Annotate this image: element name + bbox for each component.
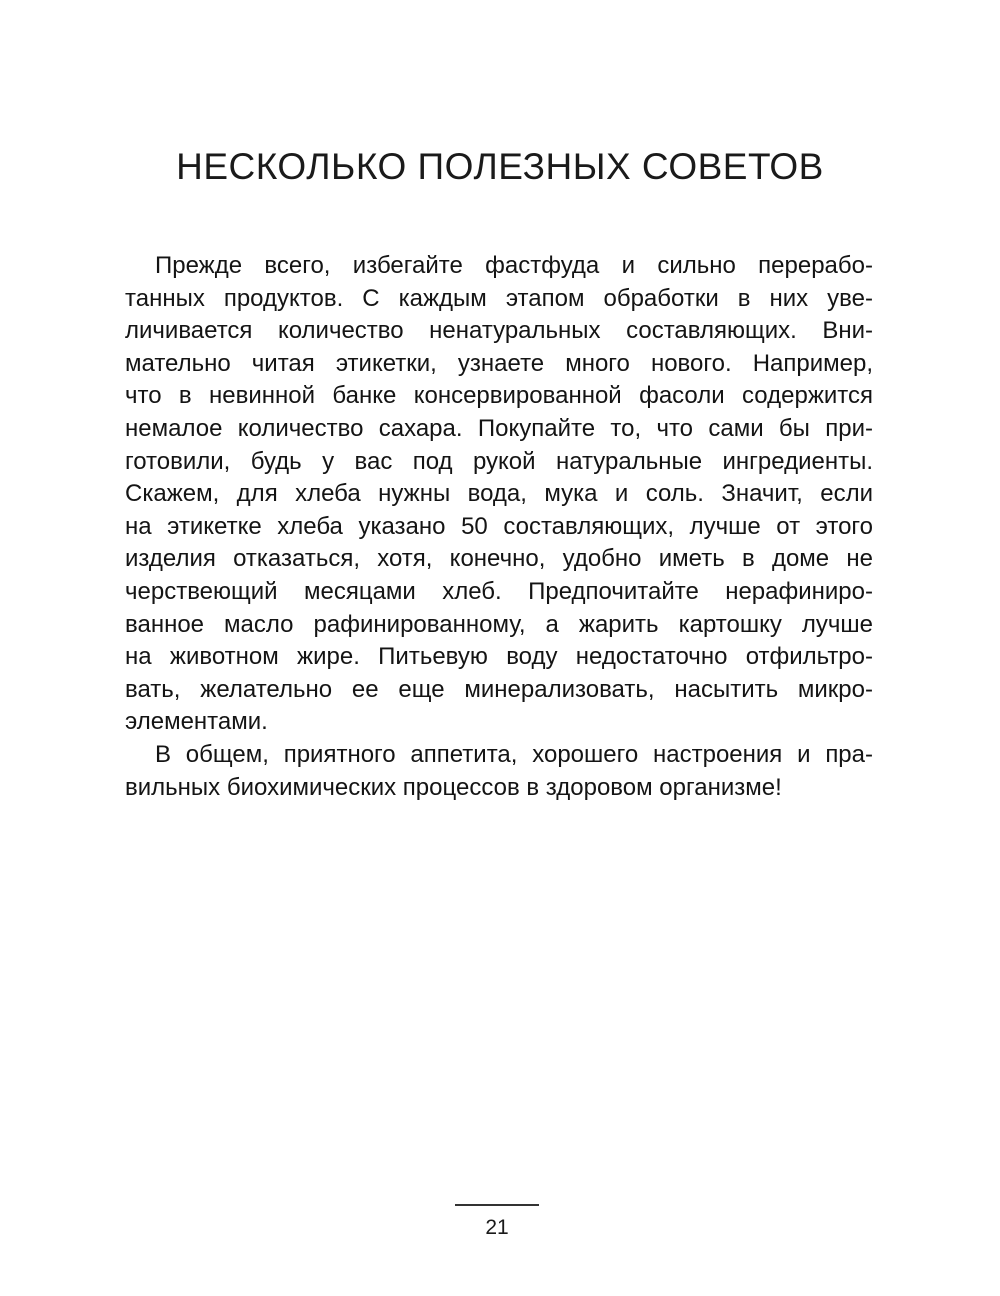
text-line: Прежде всего, избегайте фастфуда и сильно перерабо- — [155, 252, 873, 279]
text-line: немалое количество сахара. Покупайте то, что сами бы при- — [125, 414, 873, 442]
text-line: на этикетке хлеба указано 50 составляющих, лучше от этого — [125, 512, 873, 540]
text-line: элементами. — [125, 708, 268, 736]
text-line: на животном жире. Питьевую воду недостаточно отфильтро- — [125, 643, 873, 671]
page-number: 21 — [485, 1216, 509, 1239]
footer-rule — [455, 1204, 539, 1206]
text-line: танных продуктов. С каждым этапом обработки в них уве- — [125, 284, 873, 312]
text-line: ванное масло рафинированному, а жарить картошку лучше — [125, 610, 873, 638]
paragraph-2 — [125, 739, 873, 804]
text-line: мательно читая этикетки, узнаете много нового. Например, — [125, 349, 873, 377]
text-line: вильных биохимических процессов в здоровом организме! — [125, 773, 782, 801]
text-line: что в невинной банке консервированной фасоли содержится — [125, 382, 873, 410]
text-line: В общем, приятного аппетита, хорошего настроения и пра- — [155, 740, 873, 768]
text-line: личивается количество ненатуральных составляющих. Вни- — [125, 317, 873, 345]
text-line: вать, желательно ее еще минерализовать, насытить микро- — [125, 675, 873, 703]
paragraph-1 — [125, 250, 873, 739]
text-line: изделия отказаться, хотя, конечно, удобно иметь в доме не — [125, 545, 873, 573]
text-line: готовили, будь у вас под рукой натуральные ингредиенты. — [125, 447, 873, 475]
body-text — [125, 250, 873, 804]
page-title: НЕСКОЛЬКО ПОЛЕЗНЫХ СОВЕТОВ — [176, 146, 824, 187]
text-line: Скажем, для хлеба нужны вода, мука и соль. Значит, если — [125, 480, 873, 508]
text-line: черствеющий месяцами хлеб. Предпочитайте нерафиниро- — [125, 577, 873, 605]
